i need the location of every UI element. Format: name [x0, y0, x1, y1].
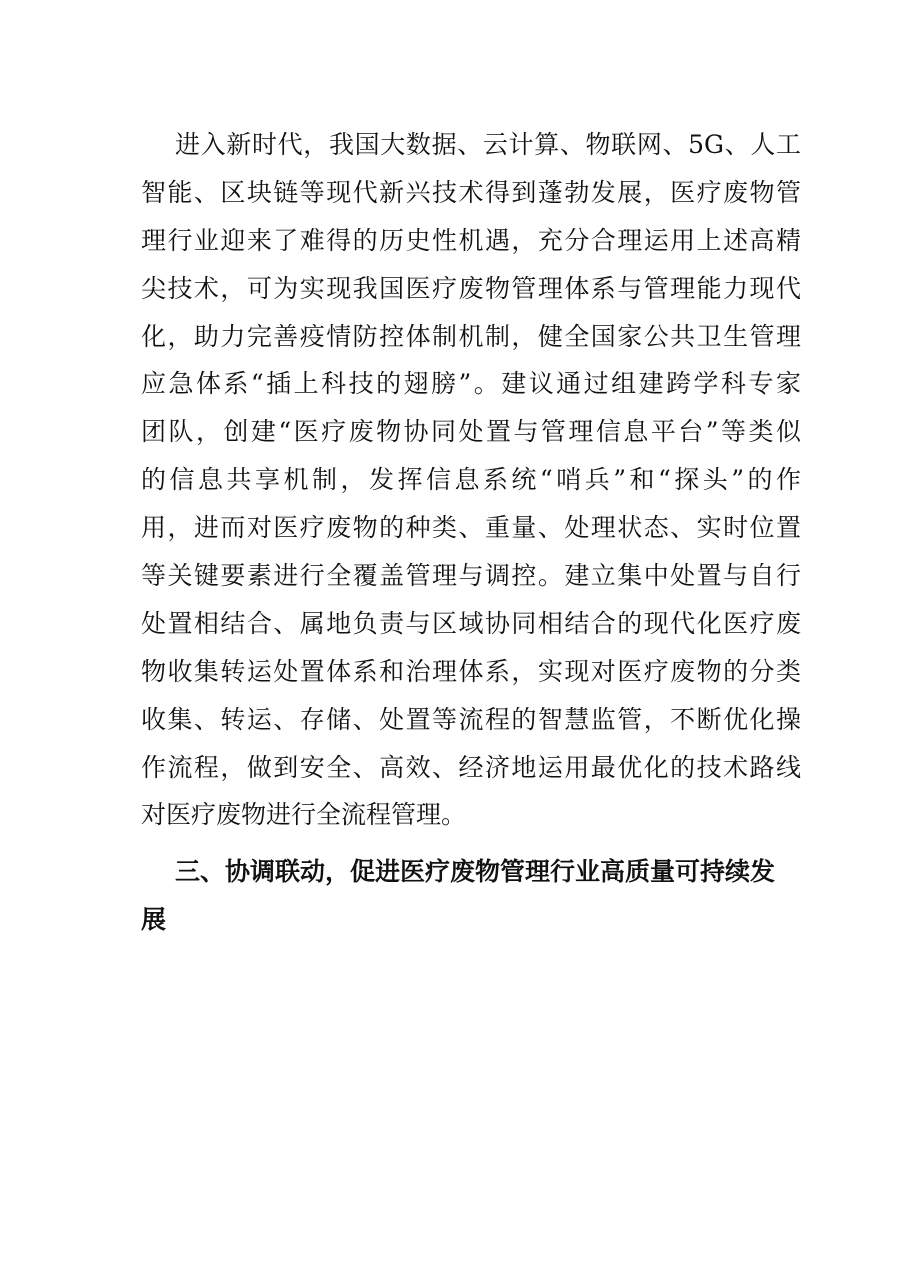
paragraph-line: 用，进而对医疗废物的种类、重量、处理状态、实时位置 — [141, 513, 801, 543]
paragraph-line: 物收集转运处置体系和治理体系，实现对医疗废物的分类 — [141, 656, 801, 686]
paragraph-line: 化，助力完善疫情防控体制机制，健全国家公共卫生管理 — [141, 321, 801, 351]
heading-line: 三、协调联动，促进医疗废物管理行业高质量可持续发 — [175, 857, 776, 886]
heading-line: 展 — [141, 905, 167, 934]
paragraph-line: 收集、转运、存储、处置等流程的智慧监管，不断优化操 — [141, 704, 801, 734]
paragraph-line: 对医疗废物进行全流程管理。 — [141, 800, 467, 830]
paragraph-line: 处置相结合、属地负责与区域协同相结合的现代化医疗废 — [141, 608, 801, 638]
section-heading — [141, 848, 776, 944]
paragraph-line: 智能、区块链等现代新兴技术得到蓬勃发展，医疗废物管 — [141, 177, 801, 207]
paragraph-line: 应急体系“插上科技的翅膀”。建议通过组建跨学科专家 — [141, 369, 801, 399]
paragraph-line: 作流程，做到安全、高效、经济地运用最优化的技术路线 — [141, 752, 801, 782]
paragraph-line: 等关键要素进行全覆盖管理与调控。建立集中处置与自行 — [141, 561, 801, 591]
body-paragraph — [141, 121, 801, 839]
paragraph-line: 的信息共享机制，发挥信息系统“哨兵”和“探头”的作 — [141, 465, 801, 495]
paragraph-line: 尖技术，可为实现我国医疗废物管理体系与管理能力现代 — [141, 273, 801, 303]
paragraph-line: 理行业迎来了难得的历史性机遇，充分合理运用上述高精 — [141, 225, 801, 255]
paragraph-line: 团队，创建“医疗废物协同处置与管理信息平台”等类似 — [141, 417, 801, 447]
paragraph-line: 进入新时代，我国大数据、云计算、物联网、5G、人工 — [175, 130, 801, 159]
